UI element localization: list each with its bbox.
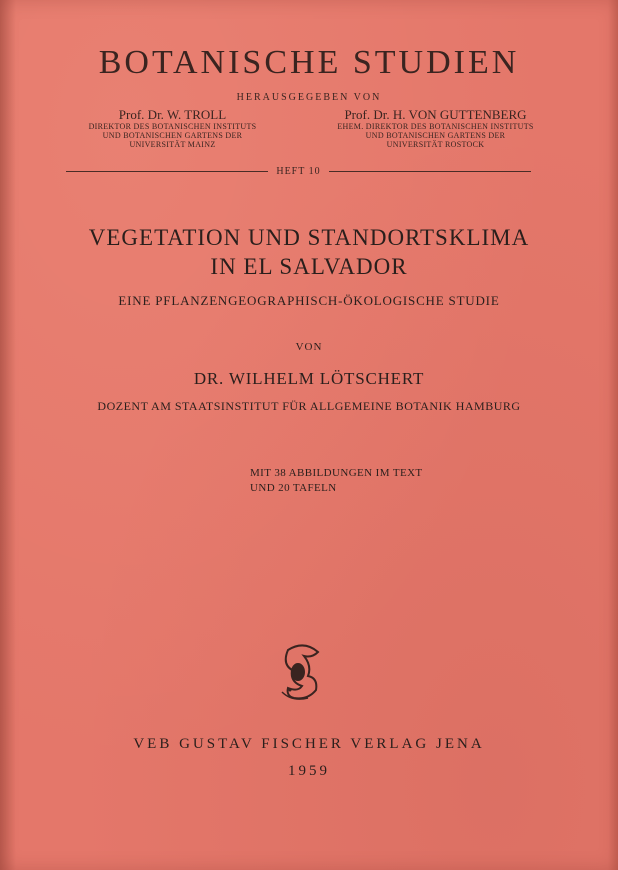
editor-affiliation-line: UNIVERSITÄT MAINZ [129, 140, 216, 149]
editor-affiliation-line: EHEM. DIREKTOR DES BOTANISCHEN INSTITUTS [337, 122, 534, 131]
author-name: DR. WILHELM LÖTSCHERT [193, 369, 425, 388]
issue-divider [66, 166, 531, 177]
publication-year: 1959 [288, 763, 330, 779]
divider-rule-right [329, 171, 531, 172]
publisher-name: VEB GUSTAV FISCHER VERLAG JENA [133, 736, 485, 752]
publisher-logo-icon [268, 642, 340, 704]
editor-name: Prof. Dr. H. VON GUTTENBERG [344, 107, 527, 122]
editor-affiliation-line: DIREKTOR DES BOTANISCHEN INSTITUTS [88, 122, 257, 131]
editors-block [60, 107, 548, 149]
illustrations-note [250, 466, 423, 496]
book-title-line2: IN EL SALVADOR [210, 254, 408, 279]
editor-affiliation-line: UND BOTANISCHEN GARTENS DER [365, 131, 506, 140]
author-affiliation: DOZENT AM STAATSINSTITUT FÜR ALLGEMEINE BOTANIK HAMBURG [97, 399, 521, 413]
series-title: BOTANISCHE STUDIEN [98, 44, 520, 81]
by-label: VON [295, 341, 323, 353]
book-title-line1: VEGETATION UND STANDORTSKLIMA [88, 225, 530, 250]
editor-affiliation-line: UNIVERSITÄT ROSTOCK [386, 140, 485, 149]
issue-number: HEFT 10 [276, 166, 321, 177]
editors-label: HERAUSGEGEBEN VON [236, 92, 382, 103]
book-subtitle: EINE PFLANZENGEOGRAPHISCH-ÖKOLOGISCHE STUDIE [118, 293, 500, 308]
editor-guttenberg [323, 107, 548, 149]
divider-rule-left [66, 171, 268, 172]
editor-affiliation-line: UND BOTANISCHEN GARTENS DER [102, 131, 243, 140]
editor-name: Prof. Dr. W. TROLL [118, 107, 227, 122]
editor-troll [60, 107, 285, 149]
illustrations-line: MIT 38 ABBILDUNGEN IM TEXT [250, 467, 423, 479]
illustrations-line: UND 20 TAFELN [250, 482, 337, 494]
